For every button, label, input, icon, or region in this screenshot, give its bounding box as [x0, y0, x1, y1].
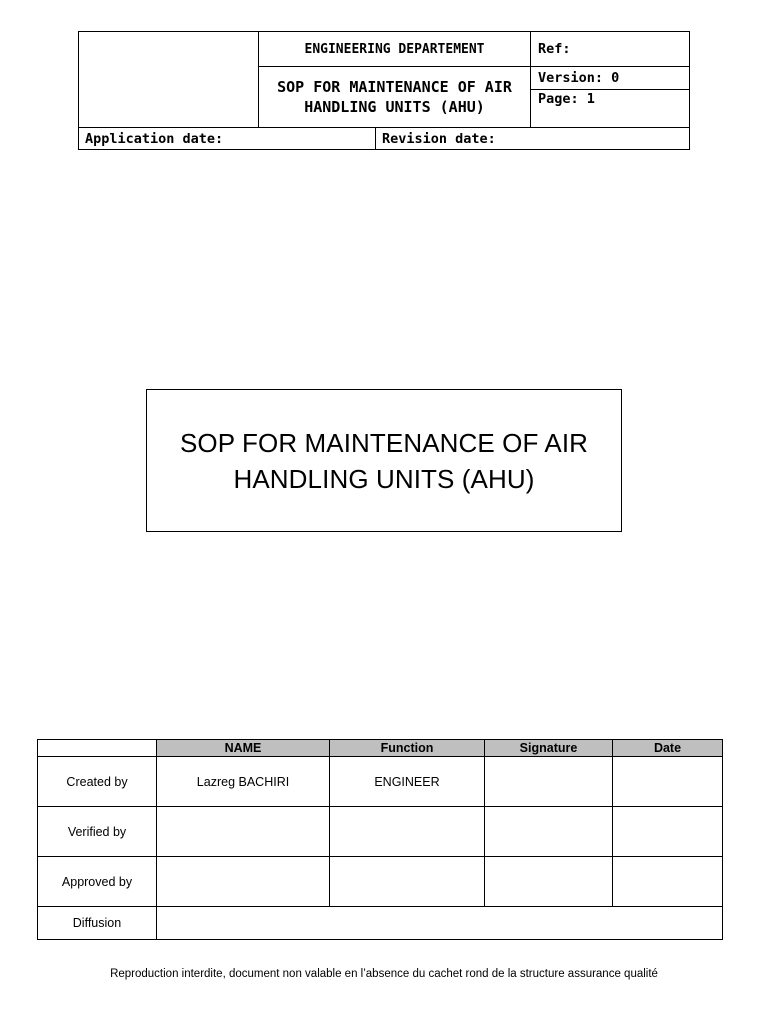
signature-table-header-row: [38, 740, 723, 757]
ref-label: Ref:: [531, 32, 690, 67]
table-row-diffusion: [38, 907, 723, 940]
document-title: SOP FOR MAINTENANCE OF AIR HANDLING UNITS (AHU): [179, 427, 589, 494]
column-header-signature: Signature: [485, 740, 613, 757]
diffusion-cell: [157, 907, 723, 940]
signature-cell: [485, 757, 613, 807]
footer-disclaimer: Reproduction interdite, document non valable en l’absence du cachet rond de la structure assurance qualité: [110, 968, 658, 980]
column-header-name: NAME: [157, 740, 330, 757]
column-header-date: Date: [613, 740, 723, 757]
logo-placeholder-cell: [79, 32, 259, 128]
date-cell: [613, 857, 723, 907]
table-row-approved-by: [38, 857, 723, 907]
row-label: Diffusion: [38, 907, 157, 940]
date-cell: [613, 807, 723, 857]
column-header-empty: [38, 740, 157, 757]
function-cell: ENGINEER: [330, 757, 485, 807]
row-label: Approved by: [38, 857, 157, 907]
row-label: Created by: [38, 757, 157, 807]
name-cell: [157, 857, 330, 907]
document-title-box: [146, 389, 622, 532]
table-row-created-by: [38, 757, 723, 807]
name-cell: Lazreg BACHIRI: [157, 757, 330, 807]
document-header-table: [78, 31, 690, 150]
signature-table: [37, 739, 723, 940]
version-label: Version: 0: [531, 67, 690, 90]
signature-cell: [485, 857, 613, 907]
revision-date-label: Revision date:: [376, 128, 690, 150]
function-cell: [330, 807, 485, 857]
table-row-verified-by: [38, 807, 723, 857]
name-cell: [157, 807, 330, 857]
header-sop-title: SOP FOR MAINTENANCE OF AIR HANDLING UNITS (AHU): [259, 67, 531, 128]
function-cell: [330, 857, 485, 907]
page-label: Page: 1: [531, 90, 690, 128]
application-date-label: Application date:: [79, 128, 376, 150]
column-header-function: Function: [330, 740, 485, 757]
row-label: Verified by: [38, 807, 157, 857]
signature-cell: [485, 807, 613, 857]
date-cell: [613, 757, 723, 807]
department-name: ENGINEERING DEPARTEMENT: [259, 32, 531, 67]
